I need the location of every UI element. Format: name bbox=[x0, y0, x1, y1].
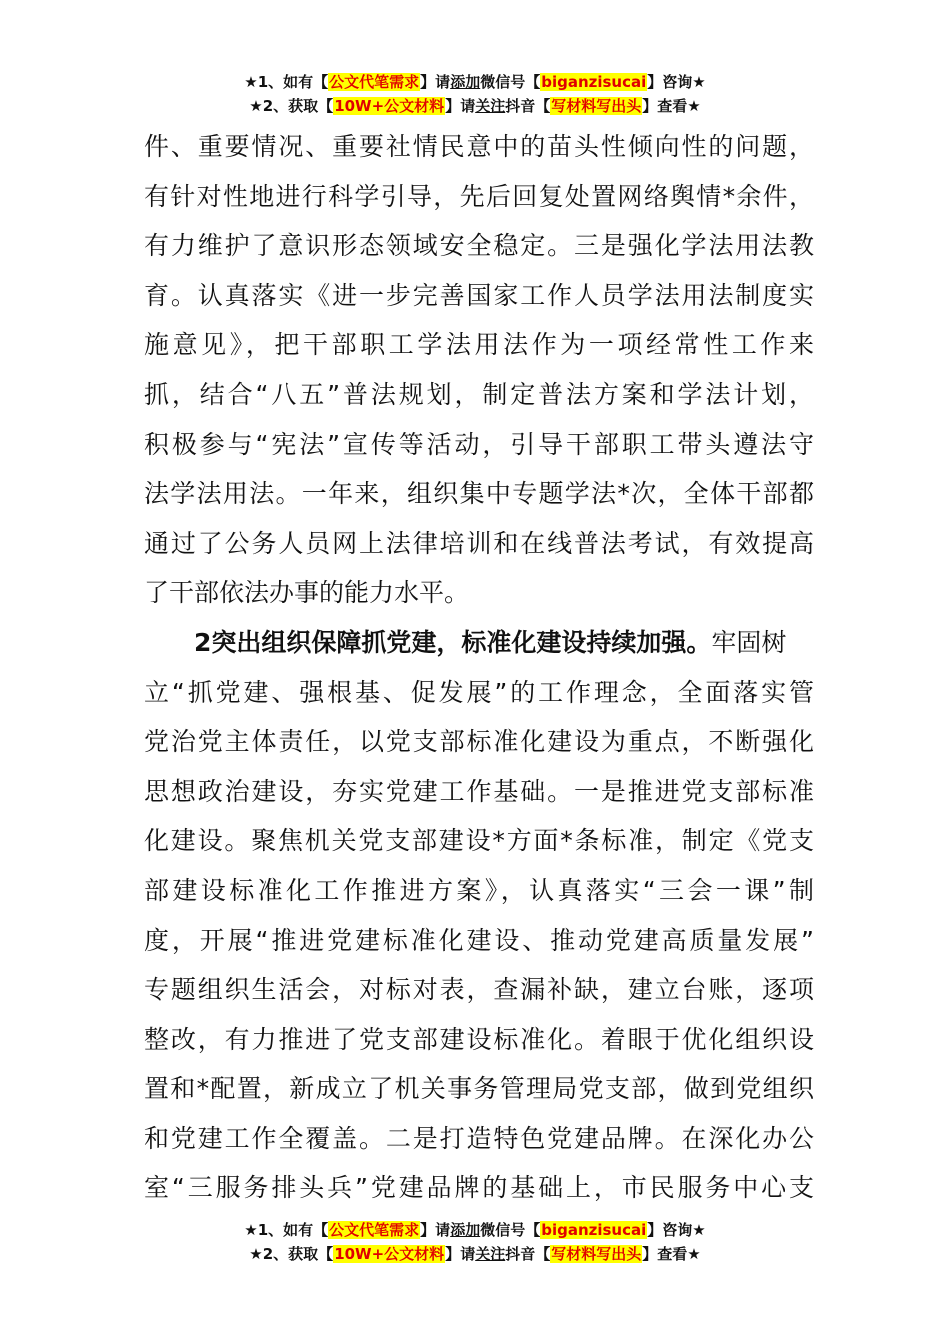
banner-highlight: 公文代笔需求 bbox=[329, 1221, 420, 1239]
banner-highlight: 10W+公文材料 bbox=[334, 1245, 445, 1263]
banner-text: 抖音【 bbox=[505, 97, 551, 115]
banner-text: 微信号【 bbox=[480, 1221, 541, 1239]
footer-banner-line-1 bbox=[0, 1218, 950, 1242]
header-banner bbox=[0, 70, 950, 118]
banner-text: ★1、如有【 bbox=[244, 1221, 329, 1239]
banner-text: 】请 bbox=[420, 1221, 451, 1239]
body-line: 育。认真落实《进一步完善国家工作人员学法用法制度实 bbox=[144, 280, 814, 310]
section-2-first-line-rest: 牢固树 bbox=[711, 627, 787, 657]
banner-text: 】查看★ bbox=[642, 1245, 701, 1263]
section-2-line: 整改，有力推进了党支部建设标准化。着眼于优化组织设 bbox=[144, 1024, 814, 1054]
header-banner-line-2 bbox=[0, 94, 950, 118]
section-2-line: 室“三服务排头兵”党建品牌的基础上，市民服务中心支 bbox=[144, 1173, 814, 1203]
body-line-last: 了干部依法办事的能力水平。 bbox=[144, 578, 470, 608]
banner-highlight: 公文代笔需求 bbox=[329, 73, 420, 91]
banner-underline: 添加 bbox=[450, 73, 481, 91]
document-body bbox=[144, 122, 814, 1213]
banner-text: 微信号【 bbox=[480, 73, 541, 91]
section-2-line: 置和*配置，新成立了机关事务管理局党支部，做到党组织 bbox=[144, 1074, 814, 1104]
body-line: 抓，结合“八五”普法规划，制定普法方案和学法计划， bbox=[144, 379, 814, 409]
banner-underline: 关注 bbox=[475, 1245, 506, 1263]
banner-text: ★2、获取【 bbox=[249, 97, 334, 115]
banner-highlight: biganzisucai bbox=[541, 1221, 647, 1239]
body-line: 积极参与“宪法”宣传等活动，引导干部职工带头遵法守 bbox=[144, 429, 814, 459]
section-2-line: 专题组织生活会，对标对表，查漏补缺，建立台账，逐项 bbox=[144, 975, 814, 1005]
body-line: 件、重要情况、重要社情民意中的苗头性倾向性的问题， bbox=[144, 132, 814, 161]
section-2-line: 党治党主体责任，以党支部标准化建设为重点，不断强化 bbox=[144, 727, 814, 757]
banner-underline: 关注 bbox=[475, 97, 506, 115]
banner-text: ★2、获取【 bbox=[249, 1245, 334, 1263]
banner-text: 】咨询★ bbox=[647, 1221, 706, 1239]
banner-underline: 添加 bbox=[450, 1221, 481, 1239]
section-2-line: 立“抓党建、强根基、促发展”的工作理念，全面落实管 bbox=[144, 677, 814, 707]
section-2-line: 化建设。聚焦机关党支部建设*方面*条标准，制定《党支 bbox=[144, 826, 814, 856]
section-2-heading: 2突出组织保障抓党建，标准化建设持续加强。 bbox=[194, 627, 712, 657]
banner-text: 抖音【 bbox=[505, 1245, 551, 1263]
banner-highlight: biganzisucai bbox=[541, 73, 647, 91]
banner-highlight: 10W+公文材料 bbox=[334, 97, 445, 115]
footer-banner bbox=[0, 1218, 950, 1266]
banner-text: 】请 bbox=[420, 73, 451, 91]
body-line: 有力维护了意识形态领域安全稳定。三是强化学法用法教 bbox=[144, 231, 814, 261]
section-2-line: 和党建工作全覆盖。二是打造特色党建品牌。在深化办公 bbox=[144, 1123, 814, 1153]
footer-banner-line-2 bbox=[0, 1242, 950, 1266]
body-line: 有针对性地进行科学引导，先后回复处置网络舆情*余件， bbox=[144, 181, 814, 211]
section-2-first-line bbox=[144, 618, 814, 668]
banner-highlight: 写材料写出头 bbox=[551, 97, 642, 115]
section-2-line: 思想政治建设，夯实党建工作基础。一是推进党支部标准 bbox=[144, 776, 814, 806]
body-line: 法学法用法。一年来，组织集中专题学法*次，全体干部都 bbox=[144, 479, 814, 509]
banner-text: 】查看★ bbox=[642, 97, 701, 115]
banner-text: 】请 bbox=[445, 1245, 476, 1263]
section-2-line: 部建设标准化工作推进方案》，认真落实“三会一课”制 bbox=[144, 875, 814, 905]
header-banner-line-1 bbox=[0, 70, 950, 94]
section-2-line: 度，开展“推进党建标准化建设、推动党建高质量发展” bbox=[144, 925, 814, 955]
banner-text: 】请 bbox=[445, 97, 476, 115]
banner-highlight: 写材料写出头 bbox=[551, 1245, 642, 1263]
banner-text: ★1、如有【 bbox=[244, 73, 329, 91]
body-line: 施意见》，把干部职工学法用法作为一项经常性工作来 bbox=[144, 330, 814, 360]
body-line: 通过了公务人员网上法律培训和在线普法考试，有效提高 bbox=[144, 528, 814, 558]
banner-text: 】咨询★ bbox=[647, 73, 706, 91]
